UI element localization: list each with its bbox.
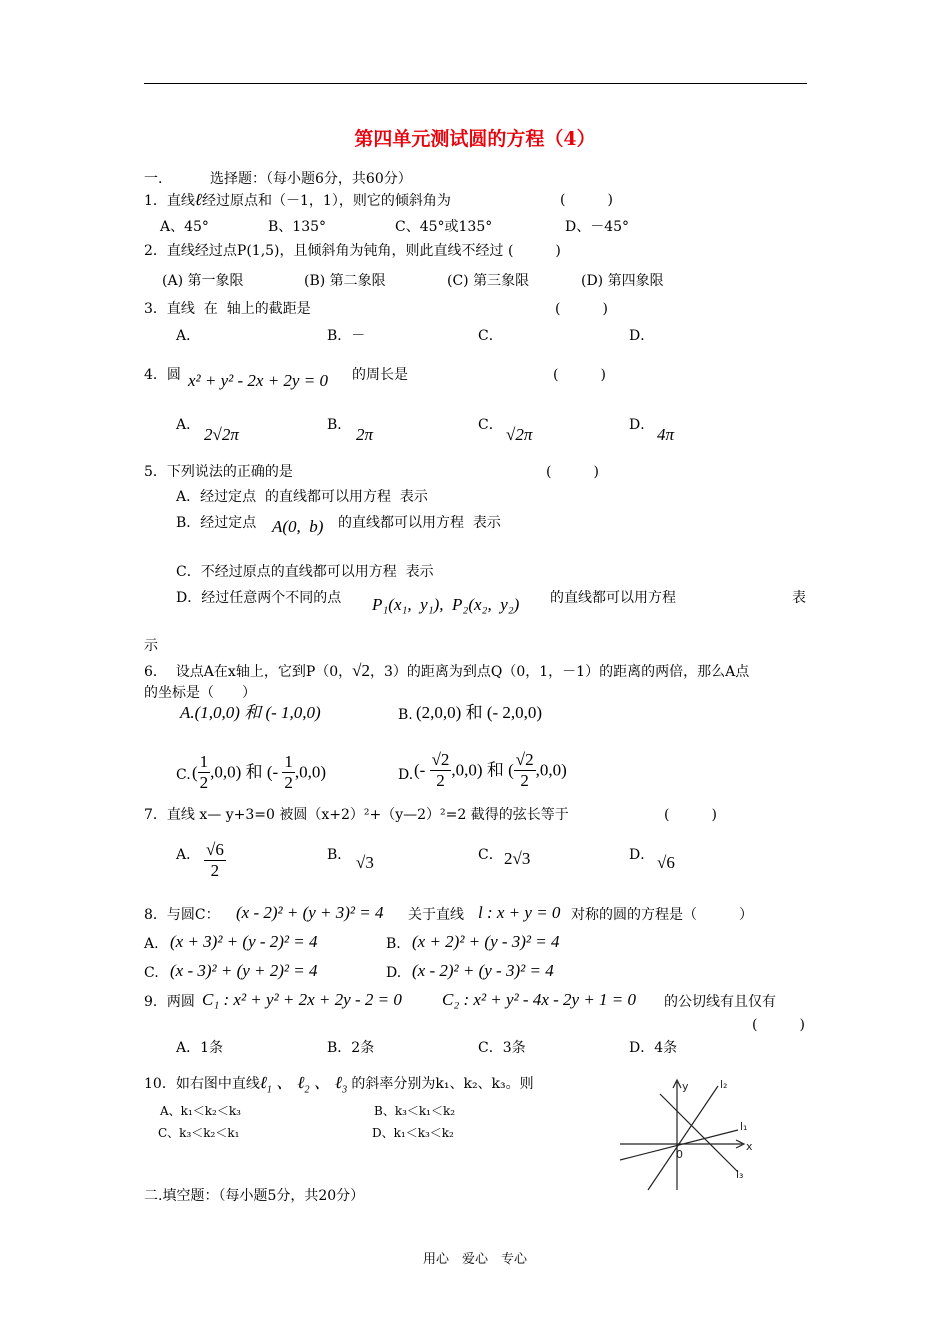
q7-answer-paren: ( )	[664, 807, 717, 823]
q1-answer-paren: ( )	[560, 192, 613, 208]
q3-answer-paren: ( )	[555, 301, 608, 317]
q3-option-a: A．	[176, 328, 201, 344]
q6-option-b: (2,0,0) 和 (- 2,0,0)	[416, 703, 543, 722]
fig-label-x: x	[746, 1140, 753, 1153]
q10-option-a: A、k₁＜k₂＜k₃	[160, 1104, 241, 1118]
q1-option-b: B、135°	[268, 219, 327, 235]
q7-option-d-label: D．	[629, 847, 655, 863]
q2-option-a: (A) 第一象限	[162, 273, 244, 289]
q1-option-a: A、45°	[160, 219, 209, 235]
q10-stem-b: 的斜率分别为k₁、k₂、k₃。则	[351, 1076, 534, 1092]
section1-number: 一.	[144, 171, 163, 187]
q6-line2: 的坐标是（ ）	[144, 685, 256, 701]
q6-c-frac1: $\frac{1}{2}$	[199, 752, 209, 792]
q10-option-b: B、k₃＜k₁＜k₂	[374, 1104, 456, 1118]
q4-option-b-label: B．	[327, 417, 352, 433]
q4-stem-b: 的周长是	[352, 367, 408, 383]
q9-stem-b: 的公切线有且仅有	[664, 994, 776, 1010]
q6-option-d-label: D.	[398, 767, 414, 783]
q6-option-c-value: ( $\frac{1}{2}$ ,0,0) 和 (- $\frac{1}{2}$ ,0,0)	[192, 752, 327, 792]
q3-stem: 3．直线 在 轴上的截距是	[144, 301, 311, 317]
q6-line1-b: ，3）的距离为到点Q（0，1，－1）的距离的两倍，那么A点	[369, 664, 750, 680]
q4-option-a-label: A．	[176, 417, 201, 433]
q8-option-b-label: B.	[386, 936, 401, 952]
q4-option-b-value: 2π	[356, 425, 374, 444]
q8-option-a-label: A.	[144, 936, 159, 952]
q6-option-a: A.(1,0,0) 和 (- 1,0,0)	[180, 703, 321, 722]
q7-option-c-value: 2√3	[504, 849, 531, 868]
q2-option-c: (C) 第三象限	[447, 273, 530, 289]
q2-option-d: (D) 第四象限	[581, 273, 664, 289]
q1-stem-a: 1．直线	[144, 193, 195, 209]
q3-option-d: D．	[629, 328, 655, 344]
q10-stem	[144, 1074, 534, 1099]
q8-option-b-value: (x + 2)² + (y - 3)² = 4	[412, 932, 560, 951]
q7-stem: 7．直线 x— y+3=0 被圆（x+2）²+（y—2）²=2 截得的弦长等于	[144, 807, 569, 823]
section1-label: 选择题：（每小题6分，共60分）	[210, 171, 412, 187]
q4-stem-a: 4．圆	[144, 367, 181, 383]
q8-stem-a: 8．与圆C：	[144, 907, 220, 923]
q9-option-c: C．3条	[478, 1040, 526, 1056]
q10-lines: ℓ$_1$ 、 ℓ$_2$ 、 ℓ$_3$	[259, 1073, 348, 1096]
q8-equation: (x - 2)² + (y + 3)² = 4	[236, 903, 384, 922]
q7-option-a-label: A．	[176, 847, 201, 863]
q8-stem-c: 对称的圆的方程是（ ）	[571, 907, 753, 923]
q9-circle1: C₁ : x² + y² + 2x + 2y - 2 = 0	[202, 990, 402, 1009]
q3-option-c: C．	[478, 328, 503, 344]
q8-option-a-value: (x + 3)² + (y - 2)² = 4	[170, 932, 318, 951]
header-rule	[144, 83, 807, 84]
q3-option-b: B．－	[327, 328, 366, 344]
q8-option-c-label: C.	[144, 965, 159, 981]
q1-stem	[144, 191, 451, 210]
q4-option-d-value: 4π	[657, 425, 675, 444]
q1-stem-b: 经过原点和（－1，1），则它的倾斜角为	[202, 193, 451, 209]
q5-option-d-a: D．经过任意两个不同的点	[176, 590, 342, 606]
fig-label-l2: l₂	[720, 1078, 728, 1091]
q4-answer-paren: ( )	[553, 367, 606, 383]
q2-option-b: (B) 第二象限	[304, 273, 386, 289]
q5-option-d-points: P₁(x₁, y₁), P₂(x₂, y₂)	[372, 595, 520, 614]
page-title: 第四单元测试圆的方程（4）	[354, 128, 596, 150]
q9-option-a: A．1条	[176, 1040, 224, 1056]
q8-line-equation: l : x + y = 0	[478, 903, 561, 922]
q7-option-b-label: B．	[327, 847, 352, 863]
q9-option-b: B．2条	[327, 1040, 375, 1056]
q5-option-b-point: A(0, b)	[272, 517, 324, 536]
q7-option-a-value: $\frac{√6}{2}$	[206, 840, 224, 880]
fig-label-origin: 0	[676, 1148, 683, 1161]
q4-option-c-label: C．	[478, 417, 503, 433]
q10-option-d: D、k₁＜k₃＜k₂	[372, 1126, 454, 1140]
q10-figure	[610, 1072, 760, 1202]
q6-option-c-label: C.	[176, 767, 191, 783]
fig-label-y: y	[682, 1080, 689, 1093]
q8-stem-b: 关于直线	[408, 907, 464, 923]
q1-ell: ℓ	[194, 190, 203, 209]
q8-option-d-label: D.	[386, 965, 402, 981]
q6-d-frac1: $\frac{√2}{2}$	[431, 750, 450, 790]
q6-line1	[144, 662, 749, 681]
q7-option-d-value: √6	[657, 853, 675, 872]
q5-option-a: A．经过定点 的直线都可以用方程 表示	[176, 489, 428, 505]
q6-d-frac2: $\frac{√2}{2}$	[515, 750, 534, 790]
q9-stem-a: 9．两圆	[144, 994, 195, 1010]
q8-option-d-value: (x - 2)² + (y - 3)² = 4	[412, 961, 554, 980]
q2-stem: 2．直线经过点P(1,5)，且倾斜角为钝角，则此直线不经过 ( )	[144, 243, 561, 259]
q10-stem-a: 10．如右图中直线	[144, 1076, 260, 1092]
q6-sqrt2: √2	[352, 661, 370, 680]
q5-option-c: C．不经过原点的直线都可以用方程 表示	[176, 564, 434, 580]
q5-stem: 5．下列说法的正确的是	[144, 464, 293, 480]
q1-option-d: D、－45°	[565, 219, 630, 235]
q8-option-c-value: (x - 3)² + (y + 2)² = 4	[170, 961, 318, 980]
q5-option-d-d: 示	[144, 638, 158, 654]
q4-option-c-value: √2π	[506, 425, 533, 444]
q9-answer-paren: ( )	[752, 1017, 805, 1033]
section2-label: 二.填空题：（每小题5分，共20分）	[144, 1188, 365, 1204]
q6-line1-a: 6． 设点A在x轴上，它到P（0，	[144, 664, 353, 680]
q5-option-b-a: B．经过定点	[176, 515, 257, 531]
q9-option-d: D．4条	[629, 1040, 678, 1056]
q10-option-c: C、k₃＜k₂＜k₁	[158, 1126, 240, 1140]
q5-answer-paren: ( )	[546, 464, 599, 480]
q4-option-a-value: 2√2π	[204, 425, 239, 444]
q5-option-b-b: 的直线都可以用方程 表示	[338, 515, 501, 531]
q7-option-b-value: √3	[356, 853, 374, 872]
q6-c-frac2: $\frac{1}{2}$	[284, 752, 293, 792]
q7-option-c-label: C．	[478, 847, 503, 863]
q4-option-d-label: D．	[629, 417, 655, 433]
q1-option-c: C、45°或135°	[395, 219, 493, 235]
q6-option-b-label: B.	[398, 707, 413, 723]
q5-option-d-b: 的直线都可以用方程	[550, 590, 676, 606]
q4-equation: x² + y² - 2x + 2y = 0	[188, 371, 328, 390]
fig-label-l3: l₃	[736, 1168, 744, 1181]
q9-circle2: C₂ : x² + y² - 4x - 2y + 1 = 0	[442, 990, 637, 1009]
q6-option-d-value: (- $\frac{√2}{2}$ ,0,0) 和 ( $\frac{√2}{2}$ ,0,0)	[414, 750, 567, 790]
page-footer: 用心 爱心 专心	[422, 1252, 527, 1267]
fig-label-l1: l₁	[740, 1120, 748, 1133]
q5-option-d-c: 表	[792, 590, 806, 606]
